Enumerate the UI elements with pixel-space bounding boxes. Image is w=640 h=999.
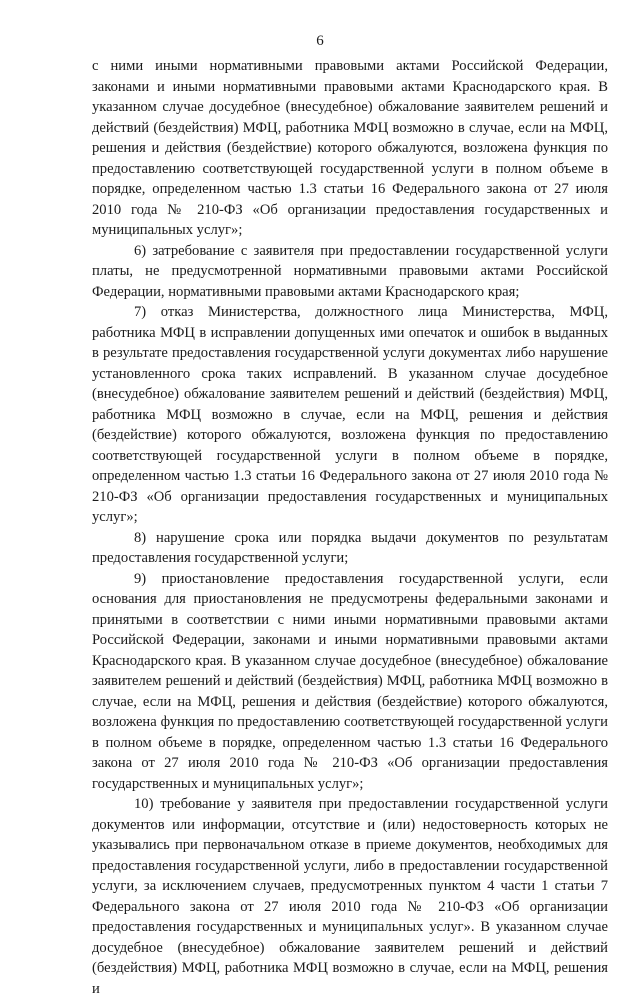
page-number: 6 [316, 33, 324, 49]
paragraph-item-6: 6) затребование с заявителя при предоставлении государственной услуги платы, не предусмотренной нормативными правовыми актами Российской Федерации, нормативными правовыми актами Краснодарского края; [92, 242, 608, 300]
paragraph-item-7: 7) отказ Министерства, должностного лица Министерства, МФЦ, работника МФЦ в исправлении допущенных ими опечаток и ошибок в выданных в результате предоставления государственной услуги документах либо нарушение установленного срока таких исправлений. В указанном случае досудебное (внесудебное) обжалование заявителем решений и действий (бездействия) МФЦ, работника МФЦ возможно в случае, если на МФЦ, решения и действия (бездействие) которого обжалуются, возложена функция по предоставлению соответствующей государственной услуги в полном объеме в порядке, определенном частью 1.3 статьи 16 Федерального закона от 27 июля 2010 года № 210-ФЗ «Об организации предоставления государственных и муниципальных услуг»; [92, 304, 608, 525]
paragraph-item-10: 10) требование у заявителя при предоставлении государственной услуги документов или информации, отсутствие и (или) недостоверность которых не указывались при первоначальном отказе в приеме документов, необходимых для предоставления государственной услуги, либо в предоставлении государственной услуги, за исключением случаев, предусмотренных пунктом 4 части 1 статьи 7 Федерального закона от 27 июля 2010 года № 210-ФЗ «Об организации предоставления государственных и муниципальных услуг». В указанном случае досудебное (внесудебное) обжалование заявителем решений и действий (бездействия) МФЦ, работника МФЦ возможно в случае, если на МФЦ, решения и [92, 796, 608, 997]
document-body [92, 56, 608, 999]
paragraph-item-8: 8) нарушение срока или порядка выдачи документов по результатам предоставления государственной услуги; [92, 529, 608, 566]
paragraph-continuation: с ними иными нормативными правовыми актами Российской Федерации, законами и иными нормативными правовыми актами Краснодарского края. В указанном случае досудебное (внесудебное) обжалование заявителем решений и действий (бездействия) МФЦ, работника МФЦ возможно в случае, если на МФЦ, решения и действия (бездействие) которого обжалуются, возложена функция по предоставлению соответствующей государственной услуги в полном объеме в порядке, определенном частью 1.3 статьи 16 Федерального закона от 27 июля 2010 года № 210-ФЗ «Об организации предоставления государственных и муниципальных услуг»; [92, 58, 608, 238]
paragraph-item-9: 9) приостановление предоставления государственной услуги, если основания для приостановления не предусмотрены федеральными законами и принятыми в соответствии с ними иными нормативными правовыми актами Российской Федерации, законами и иными нормативными правовыми актами Краснодарского края. В указанном случае досудебное (внесудебное) обжалование заявителем решений и действий (бездействия) МФЦ, работника МФЦ возможно в случае, если на МФЦ, решения и действия (бездействие) которого обжалуются, возложена функция по предоставлению соответствующей государственной услуги в полном объеме в порядке, определенном частью 1.3 статьи 16 Федерального закона от 27 июля 2010 года № 210-ФЗ «Об организации предоставления государственных и муниципальных услуг»; [92, 570, 608, 792]
